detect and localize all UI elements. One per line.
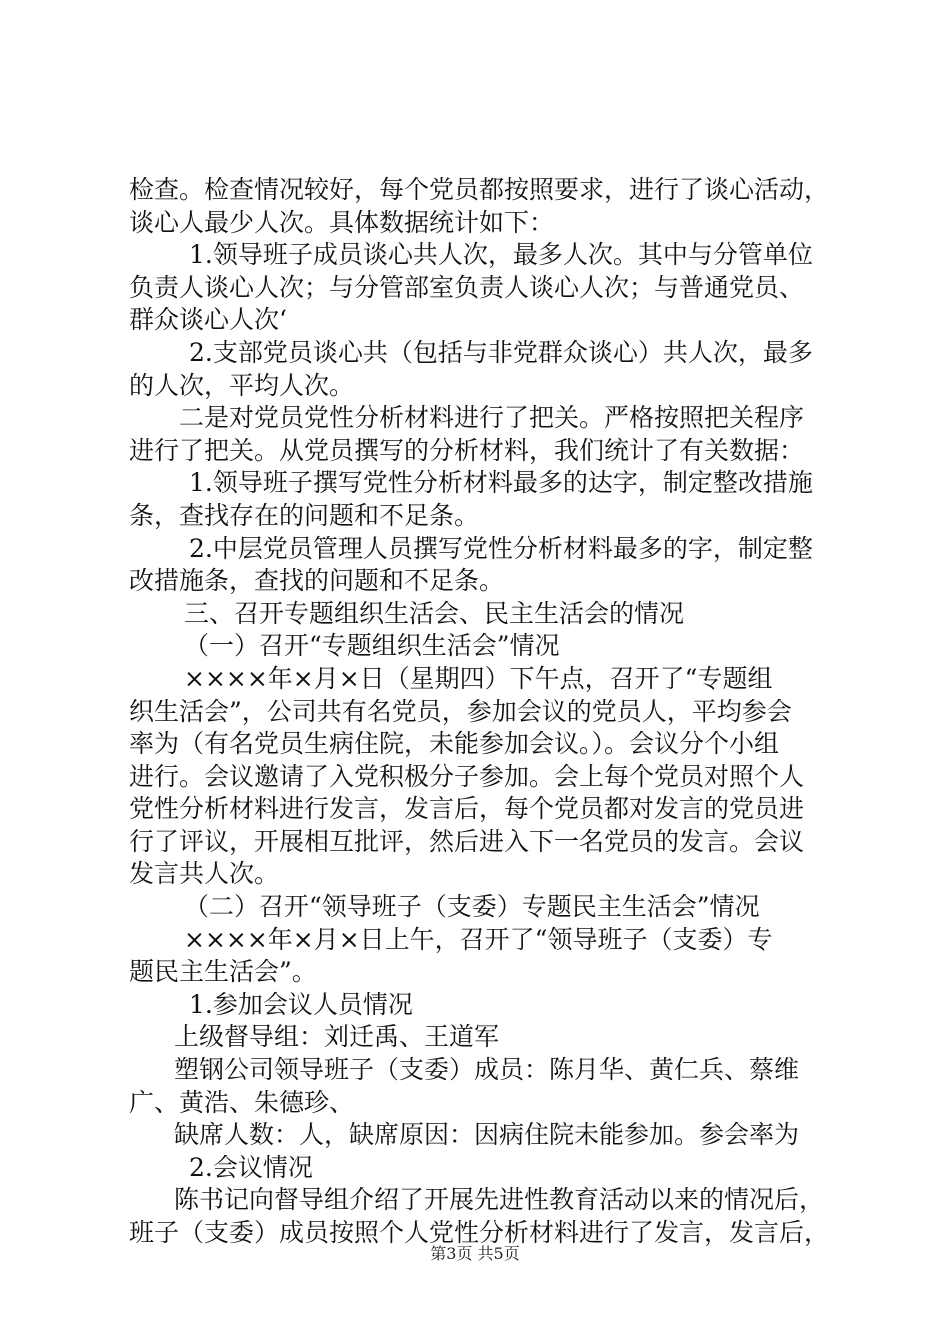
text-line: 1.参加会议人员情况 bbox=[189, 989, 413, 1019]
text-line: 陈书记向督导组介绍了开展先进性教育活动以来的情况后， bbox=[174, 1185, 825, 1215]
text-line: （一）召开“专题组织生活会”情况 bbox=[184, 631, 560, 661]
text-line: 广、黄浩、朱德珍、 bbox=[129, 1087, 355, 1117]
text-line: 题民主生活会”。 bbox=[129, 957, 317, 987]
text-line: 进行。会议邀请了入党积极分子参加。会上每个党员对照个人 bbox=[129, 761, 805, 791]
text-line: 发言共人次。 bbox=[129, 859, 280, 889]
text-line: 2.支部党员谈心共（包括与非党群众谈心）共人次，最多 bbox=[189, 337, 813, 367]
text-line: 1.领导班子成员谈心共人次，最多人次。其中与分管单位 bbox=[189, 240, 813, 270]
text-line: 负责人谈心人次；与分管部室负责人谈心人次；与普通党员、 bbox=[129, 272, 805, 302]
text-line: 党性分析材料进行发言，发言后，每个党员都对发言的党员进 bbox=[129, 794, 805, 824]
text-line: 织生活会”，公司共有名党员，参加会议的党员人，平均参会 bbox=[129, 696, 792, 726]
text-line: 2.中层党员管理人员撰写党性分析材料最多的字，制定整 bbox=[189, 533, 813, 563]
text-line: （二）召开“领导班子（支委）专题民主生活会”情况 bbox=[184, 892, 760, 922]
text-line: 群众谈心人次‘ bbox=[129, 305, 287, 335]
text-line: 塑钢公司领导班子（支委）成员：陈月华、黄仁兵、蔡维 bbox=[174, 1055, 800, 1085]
text-line: 1.领导班子撰写党性分析材料最多的达字，制定整改措施 bbox=[189, 468, 813, 498]
text-line: 行了评议，开展相互批评，然后进入下一名党员的发言。会议 bbox=[129, 826, 805, 856]
document-body bbox=[129, 174, 849, 1250]
text-line: 二是对党员党性分析材料进行了把关。严格按照把关程序 bbox=[179, 403, 805, 433]
text-line: 检查。检查情况较好，每个党员都按照要求，进行了谈心活动， bbox=[129, 175, 830, 204]
text-line: 缺席人数：人，缺席原因：因病住院未能参加。参会率为 bbox=[174, 1120, 800, 1150]
text-line: 2.会议情况 bbox=[189, 1152, 313, 1182]
text-line: 的人次，平均人次。 bbox=[129, 370, 355, 400]
text-line: 条，查找存在的问题和不足条。 bbox=[129, 500, 480, 530]
text-line: 改措施条，查找的问题和不足条。 bbox=[129, 566, 505, 596]
page-footer: 第3页 共5页 bbox=[430, 1244, 520, 1263]
text-line: ××××年×月×日上午，召开了“领导班子（支委）专 bbox=[184, 924, 773, 954]
text-line: 三、召开专题组织生活会、民主生活会的情况 bbox=[184, 598, 685, 628]
text-line: ××××年×月×日（星期四）下午点，召开了“专题组 bbox=[184, 663, 773, 693]
text-line: 上级督导组：刘迁禹、王道军 bbox=[174, 1022, 500, 1052]
text-line: 率为（有名党员生病住院，未能参加会议。）。会议分个小组 bbox=[129, 729, 780, 759]
text-line: 班子（支委）成员按照个人党性分析材料进行了发言，发言后， bbox=[129, 1218, 830, 1247]
text-line: 谈心人最少人次。具体数据统计如下： bbox=[129, 207, 555, 237]
text-line: 进行了把关。从党员撰写的分析材料，我们统计了有关数据： bbox=[129, 435, 805, 465]
